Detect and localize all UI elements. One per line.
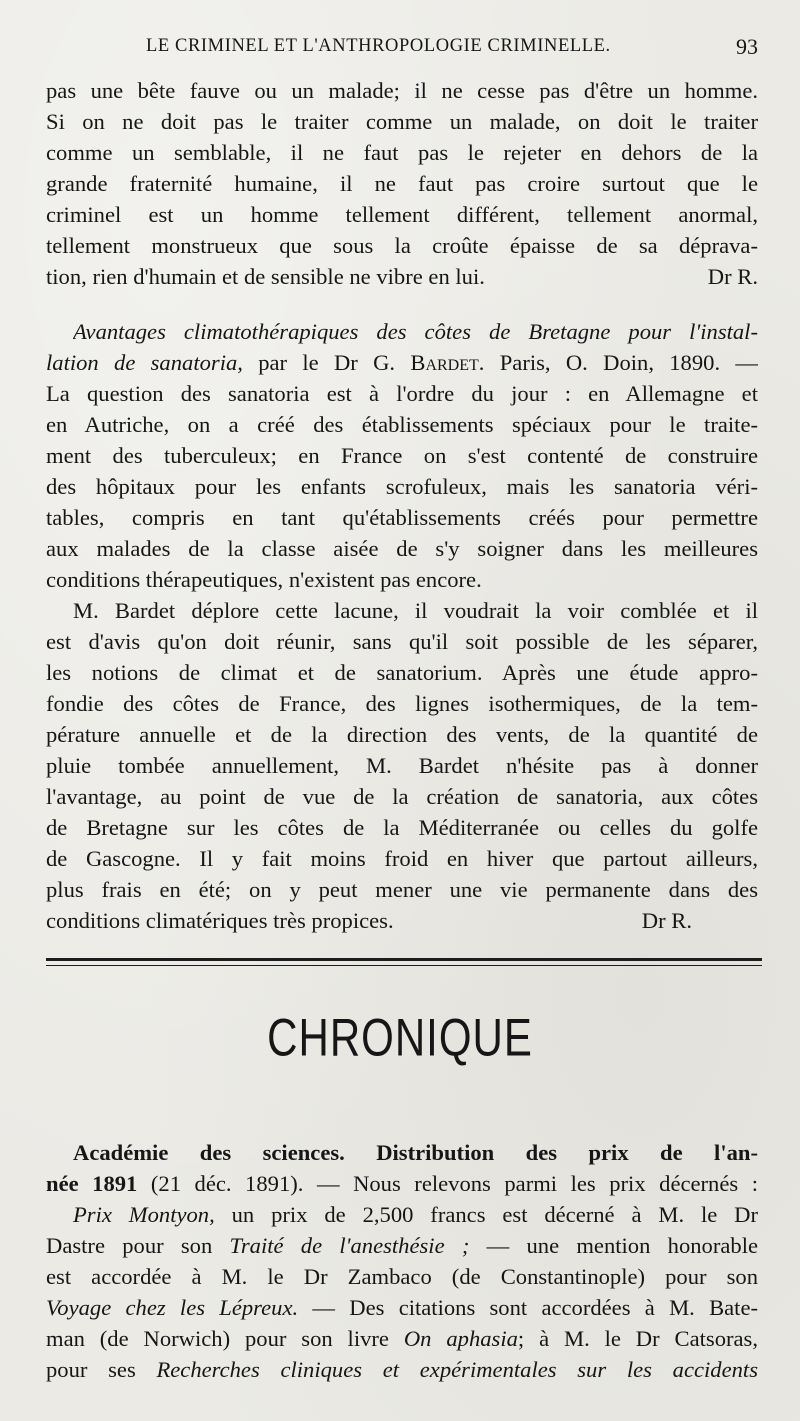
review-publisher: . Paris, O. Doin, 1890. — bbox=[478, 350, 758, 375]
text-line: de Gascogne. Il y fait moins froid en hiver que partout ailleurs, bbox=[46, 846, 758, 871]
text-line: fondie des côtes de France, des lignes isothermiques, de la tem- bbox=[46, 691, 758, 716]
text-fragment: pour ses bbox=[46, 1357, 157, 1382]
text-fragment: man (de Norwich) pour son livre bbox=[46, 1326, 404, 1351]
book-title: Recherches cliniques et expérimentales sur les accidents bbox=[156, 1357, 758, 1382]
text-line: tables, compris en tant qu'établissements créés pour permettre bbox=[46, 505, 758, 530]
page-number: 93 bbox=[736, 34, 758, 59]
text-line: Si on ne doit pas le traiter comme un malade, on doit le traiter bbox=[46, 109, 758, 134]
text-fragment: — une mention honorable bbox=[469, 1233, 758, 1258]
text-line: grande fraternité humaine, il ne faut pas croire surtout que le bbox=[46, 171, 758, 196]
prize-name: Prix Montyon, bbox=[73, 1202, 215, 1227]
text-line: pérature annuelle et de la direction des vents, de la quantité de bbox=[46, 722, 758, 747]
text-line: de Bretagne sur les côtes de la Méditerranée ou celles du golfe bbox=[46, 815, 758, 840]
running-header bbox=[46, 32, 758, 62]
review-byline: par le Dr G. bbox=[242, 350, 411, 375]
text-line bbox=[46, 1324, 758, 1354]
text-line: criminel est un homme tellement différent, tellement anormal, bbox=[46, 202, 758, 227]
book-title: Voyage chez les Lépreux. bbox=[46, 1295, 299, 1320]
text-fragment: née 1891 bbox=[46, 1171, 138, 1196]
text-fragment: — Des citations sont accordées à M. Bate- bbox=[298, 1295, 758, 1320]
text-fragment: ; à M. le Dr Catsoras, bbox=[517, 1326, 758, 1351]
text-line bbox=[46, 1355, 758, 1385]
text-line: tellement monstrueux que sous la croûte épaisse de sa dépravа- bbox=[46, 233, 758, 258]
text-line: M. Bardet déplore cette lacune, il voudrait la voir comblée et il bbox=[73, 598, 758, 623]
text-fragment: Dastre pour son bbox=[46, 1233, 230, 1258]
text-fragment: un prix de 2,500 francs est décerné à M. le Dr bbox=[214, 1202, 758, 1227]
text-line bbox=[46, 906, 758, 936]
text-line: en Autriche, on a créé des établissements spéciaux pour le traite- bbox=[46, 412, 758, 437]
text-line: ment des tuberculeux; en France on s'est contenté de construire bbox=[46, 443, 758, 468]
book-title: Traité de l'anesthésie ; bbox=[229, 1233, 470, 1258]
text-line: conditions thérapeutiques, n'existent pas encore. bbox=[46, 567, 482, 592]
review-title-line: Avantages climatothérapiques des côtes de Bretagne pour l'instal- bbox=[73, 319, 758, 344]
signature: Dr R. bbox=[707, 264, 758, 289]
text-fragment: tion, rien d'humain et de sensible ne vibre en lui. bbox=[46, 264, 485, 289]
text-line: La question des sanatoria est à l'ordre du jour : en Allemagne et bbox=[46, 381, 758, 406]
review-author: Bardet bbox=[410, 350, 479, 375]
text-line: les notions de climat et de sanatorium. Après une étude appro- bbox=[46, 660, 758, 685]
review-title-line bbox=[46, 348, 758, 378]
section-heading: CHRONIQUE bbox=[267, 1008, 533, 1067]
text-line: comme un semblable, il ne faut pas le rejeter en dehors de la bbox=[46, 140, 758, 165]
section-divider bbox=[46, 958, 762, 966]
text-line bbox=[46, 1293, 758, 1323]
text-line: pas une bête fauve ou un malade; il ne cesse pas d'être un homme. bbox=[46, 78, 758, 103]
text-line: pluie tombée annuellement, M. Bardet n'hésite pas à donner bbox=[46, 753, 758, 778]
text-fragment: (21 déc. 1891). — Nous relevons parmi les prix décernés : bbox=[137, 1171, 758, 1196]
book-title: On aphasia bbox=[403, 1326, 518, 1351]
text-line: est accordée à M. le Dr Zambaco (de Constantinople) pour son bbox=[46, 1264, 758, 1289]
text-line: Académie des sciences. Distribution des prix de l'an- bbox=[73, 1140, 758, 1165]
text-line bbox=[73, 1200, 758, 1230]
text-line bbox=[46, 1169, 758, 1199]
text-line: l'avantage, au point de vue de la création de sanatoria, aux côtes bbox=[46, 784, 758, 809]
text-line: aux malades de la classe aisée de s'y soigner dans les meilleures bbox=[46, 536, 758, 561]
text-line bbox=[46, 262, 758, 292]
text-line: est d'avis qu'on doit réunir, sans qu'il soit possible de les séparer, bbox=[46, 629, 758, 654]
text-line bbox=[46, 1231, 758, 1261]
text-line: des hôpitaux pour les enfants scrofuleux, mais les sanatoria véri- bbox=[46, 474, 758, 499]
running-title: LE CRIMINEL ET L'ANTHROPOLOGIE CRIMINELLE. bbox=[146, 36, 611, 56]
text-fragment: conditions climatériques très propices. bbox=[46, 908, 394, 933]
signature: Dr R. bbox=[641, 908, 692, 933]
text-line: plus frais en été; on y peut mener une vie permanente dans des bbox=[46, 877, 758, 902]
review-title-fragment: lation de sanatoria, bbox=[46, 350, 243, 375]
